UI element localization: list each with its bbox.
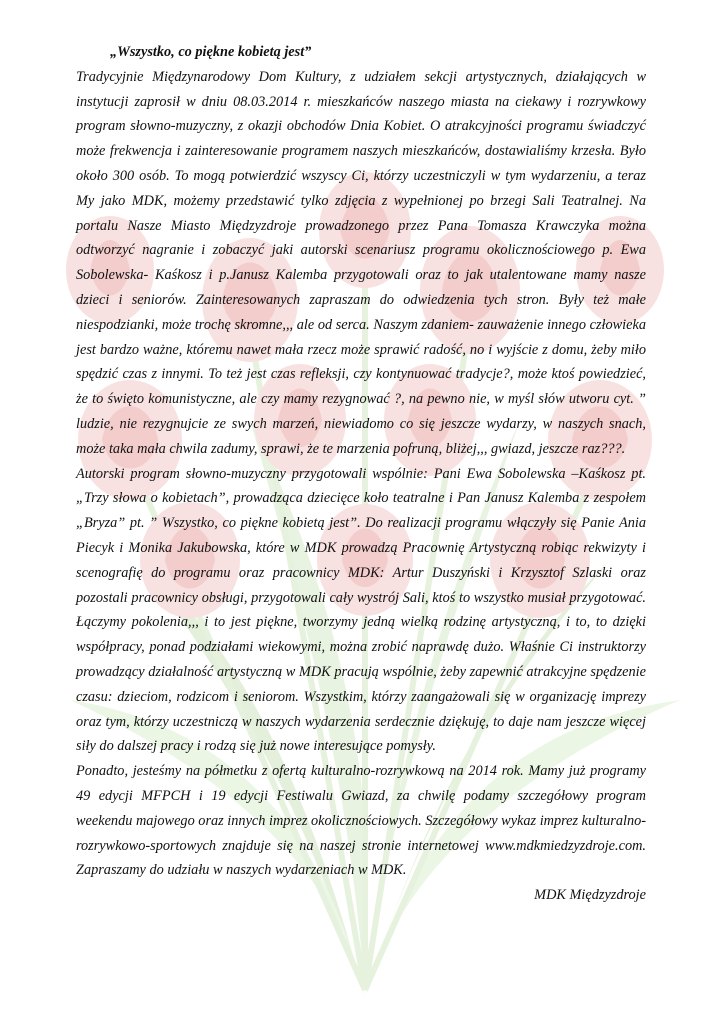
signature: MDK Międzyzdroje bbox=[534, 887, 646, 904]
paragraph-2: Autorski program słowno-muzyczny przygotowali wspólnie: Pani Ewa Sobolewska –Kaśkosz pt. „Trzy słowa o kobietach”, prowadząca dziecięce koło teatralne i Pan Janusz Kalemba z zespołem „Bryza” pt. ” Wszystko, co piękne kobietą jest”. Do realizacji programu włączyły się Panie Ania Piecyk i Monika Jakubowska, które w MDK prowadzą Pracownię Artystyczną robiąc rekwizyty i scenografię do programu oraz pracownicy MDK: Artur Duszyński i Krzysztof Szlaski oraz pozostali pracownicy obsługi, przygotowali cały wystrój Sali, ktoś to wszystko musiał przygotować. Łączymy pokolenia,,, i to jest piękne, tworzymy jedną wielką rodzinę artystyczną, i to, to dzięki współpracy, ponad podziałami wiekowymi, można zrobić naprawdę dużo. Właśnie Ci instruktorzy prowadzący działalność artystyczną w MDK pracują wspólnie, żeby zapewnić atrakcyjne spędzenie czasu: dzieciom, rodzicom i seniorom. Wszystkim, którzy zaangażowali się w organizację imprezy oraz tym, którzy uczestniczą w naszych wydarzenia serdecznie dziękuję, to daje nam jeszcze więcej siły do dalszej pracy i rodzą się już nowe interesujące pomysły. bbox=[76, 465, 646, 755]
article-title: „Wszystko, co piękne kobietą jest” bbox=[110, 44, 312, 60]
paragraph-1: Tradycyjnie Międzynarodowy Dom Kultury, z udziałem sekcji artystycznych, działających w instytucji zaprosił w dniu 08.03.2014 r. mieszkańców naszego miasta na ciekawy i rozrywkowy program słowno-muzyczny, z okazji obchodów Dnia Kobiet. O atrakcyjności programu świadczyć może frekwencja i zainteresowanie programem naszych mieszkańców, dostawialiśmy krzesła. Było około 300 osób. To mogą potwierdzić wszyscy Ci, którzy uczestniczyli w tym wydarzeniu, a teraz My jako MDK, możemy przedstawić tylko zdjęcia z wypełnionej po brzegi Sali Teatralnej. Na portalu Nasze Miasto Międzyzdroje prowadzonego przez Pana Tomasza Krawczyka można odtworzyć nagranie i zobaczyć jaki autorski scenariusz programu okolicznościowego p. Ewa Sobolewska- Kaśkosz i p.Janusz Kalemba przygotowali oraz to jak utalentowane mamy nasze dzieci i seniorów. Zainteresowanych zapraszam do odwiedzenia tych stron. Były też małe niespodzianki, może trochę skromne,,, ale od serca. Naszym zdaniem- zauważenie innego człowieka jest bardzo ważne, któremu nawet mała rzecz może sprawić radość, no i wyjście z domu, żeby miło spędzić czas z innymi. To też jest czas refleksji, czy kontynuować tradycje?, może ktoś powiedzieć, że to święto komunistyczne, ale czy mamy rezygnować ?, na pewno nie, w myśl słów utworu cyt. ” ludzie, nie rezygnujcie ze swych marzeń, niewiadomo co się jeszcze wydarzy, w naszych snach, może taka mała chwila zadumy, sprawi, że te marzenia pofruną, bliżej,,, gwiazd, jeszcze raz???. bbox=[76, 68, 646, 457]
paragraph-3: Ponadto, jesteśmy na półmetku z ofertą kulturalno-rozrywkową na 2014 rok. Mamy już programy 49 edycji MFPCH i 19 edycji Festiwalu Gwiazd, za chwilę podamy szczegółowy program weekendu majowego oraz innych imprez okolicznościowych. Szczegółowy wykaz imprez kulturalno-rozrywkowo-sportowych znajduje się na naszej stronie internetowej www.mdkmiedzyzdroje.com. Zapraszamy do udziału w naszych wydarzeniach w MDK. bbox=[76, 763, 646, 879]
article-body bbox=[76, 40, 646, 908]
